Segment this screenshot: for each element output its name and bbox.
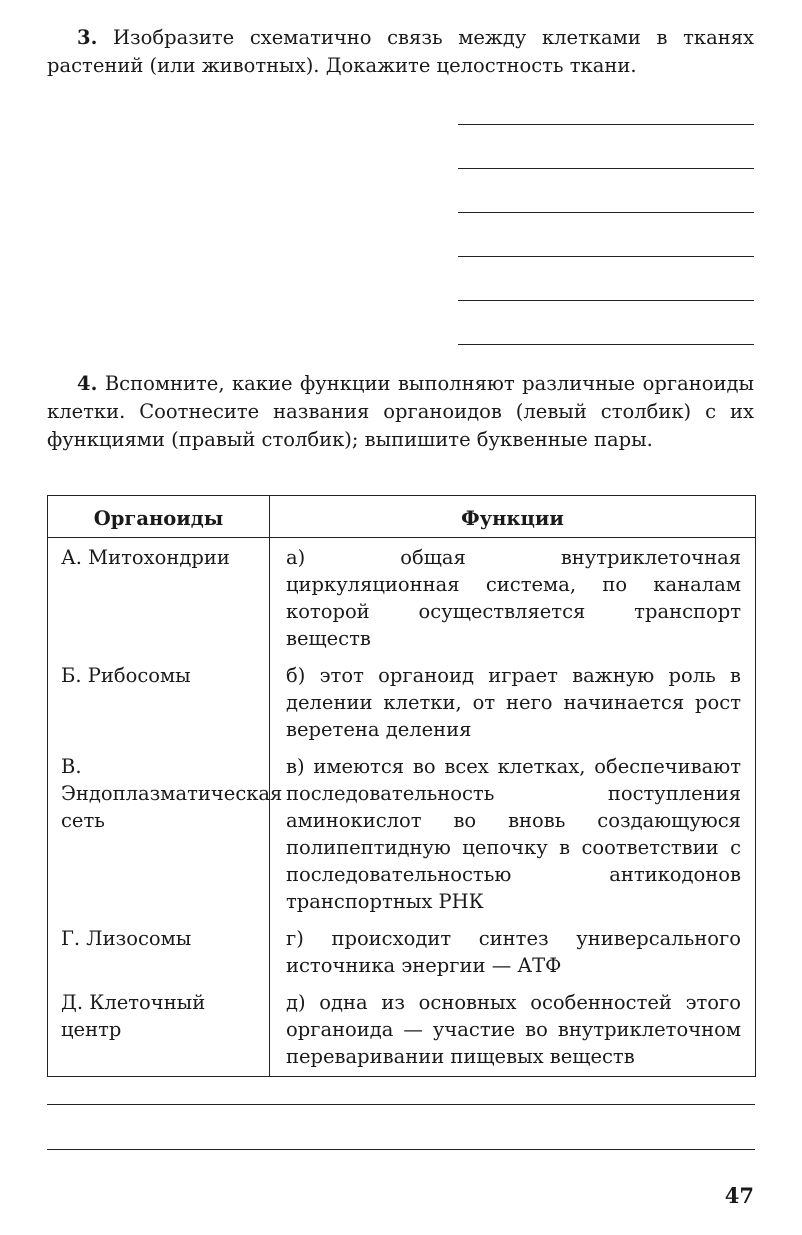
function-cell: д) одна из основных особенностей этого органоида — участие во внутриклеточном переваривании пищевых веществ bbox=[270, 983, 756, 1077]
function-cell: в) имеются во всех клетках, обеспечивают последовательность поступления аминокислот во вновь создающуюся полипептидную цепочку в соответствии с последовательностью антикодонов транспортных РНК bbox=[270, 747, 756, 919]
function-cell: б) этот органоид играет важную роль в делении клетки, от него начинается рост веретена деления bbox=[270, 656, 756, 747]
task-4-number: 4. bbox=[77, 372, 98, 395]
table-row bbox=[48, 983, 756, 1077]
organoid-cell: Г. Лизосомы bbox=[48, 919, 270, 983]
task-4-instruction: Вспомните, какие функции выполняют различные органоиды клетки. Соотнесите названия органоидов (левый столбик) с их функциями (правый столбик); выпишите буквенные пары. bbox=[47, 372, 754, 451]
task-3-number: 3. bbox=[77, 26, 98, 49]
answer-line[interactable] bbox=[458, 168, 754, 169]
answer-line[interactable] bbox=[458, 124, 754, 125]
table-row bbox=[48, 656, 756, 747]
answer-line[interactable] bbox=[458, 300, 754, 301]
organoid-cell: Д. Клеточный центр bbox=[48, 983, 270, 1077]
header-functions: Функции bbox=[270, 496, 756, 538]
organoids-table bbox=[47, 495, 756, 1077]
task-3-text bbox=[47, 24, 754, 80]
answer-line[interactable] bbox=[458, 256, 754, 257]
table-row bbox=[48, 919, 756, 983]
page-number: 47 bbox=[724, 1183, 754, 1208]
organoid-cell: А. Митохондрии bbox=[48, 538, 270, 657]
task-4-text bbox=[47, 370, 754, 454]
answer-line[interactable] bbox=[47, 1149, 755, 1150]
table-header-row bbox=[48, 496, 756, 538]
table-row bbox=[48, 747, 756, 919]
organoid-cell: В. Эндоплазматическая сеть bbox=[48, 747, 270, 919]
header-organoids: Органоиды bbox=[48, 496, 270, 538]
table-row bbox=[48, 538, 756, 657]
answer-line[interactable] bbox=[458, 212, 754, 213]
function-cell: г) происходит синтез универсального источника энергии — АТФ bbox=[270, 919, 756, 983]
task-3-instruction: Изобразите схематично связь между клетками в тканях растений (или животных). Докажите целостность ткани. bbox=[47, 26, 754, 77]
organoid-cell: Б. Рибосомы bbox=[48, 656, 270, 747]
answer-line[interactable] bbox=[458, 344, 754, 345]
answer-line[interactable] bbox=[47, 1104, 755, 1105]
function-cell: а) общая внутриклеточная циркуляционная система, по каналам которой осуществляется транспорт веществ bbox=[270, 538, 756, 657]
